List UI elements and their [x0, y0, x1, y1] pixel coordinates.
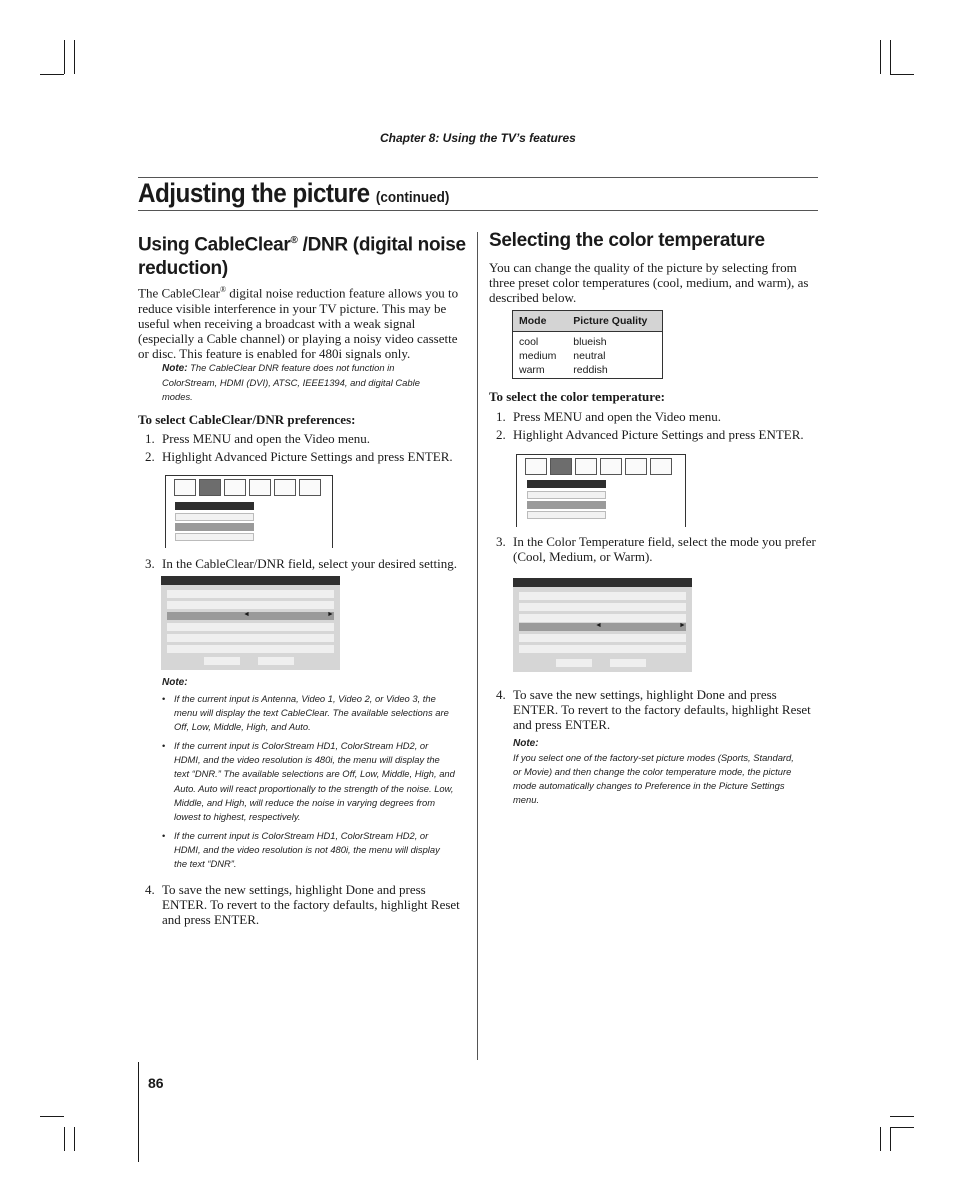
- color-temp-steps-1-2: [489, 409, 819, 442]
- section-heading-color-temperature: Selecting the color temperature: [489, 230, 765, 251]
- step-item: 1. Press MENU and open the Video menu.: [496, 409, 722, 424]
- column-divider: [477, 232, 478, 1060]
- input-icon: [525, 458, 547, 475]
- menu-row: [167, 634, 334, 642]
- left-arrow-icon: ◄: [243, 611, 250, 618]
- menu-row: [527, 511, 606, 519]
- color-temp-step-4: [489, 687, 813, 733]
- column-header: Picture Quality: [567, 311, 662, 332]
- menu-row: [175, 533, 254, 541]
- crop-mark: [64, 40, 65, 74]
- menu-icon-bar: [166, 476, 332, 498]
- page-title-main: Adjusting the picture: [138, 178, 370, 208]
- page-title-continued: (continued): [375, 189, 450, 206]
- menu-row-highlighted: [175, 523, 254, 531]
- page-number-rule: [138, 1062, 139, 1162]
- crop-mark: [40, 1116, 64, 1117]
- done-button[interactable]: [204, 657, 240, 665]
- step-item: 2. Highlight Advanced Picture Settings and press ENTER.: [145, 449, 453, 465]
- menu-row: [527, 491, 606, 499]
- menu-row: [167, 590, 334, 598]
- menu-header-bar: [175, 502, 254, 510]
- menu-icon-bar: [517, 455, 685, 477]
- step-item: 3. In the CableClear/DNR field, select your desired setting.: [145, 556, 457, 571]
- menu-row-highlighted: [519, 623, 686, 631]
- page-title: [138, 178, 449, 209]
- setup-icon: [249, 479, 271, 496]
- picture-quality-table: [512, 310, 663, 379]
- step-item: 4. To save the new settings, highlight Done and press ENTER. To revert to the factory defaults, highlight Reset and press ENTER.: [145, 882, 460, 928]
- lock-icon: [274, 479, 296, 496]
- crop-mark: [880, 40, 881, 74]
- menu-row: [519, 603, 686, 611]
- menu-row: [519, 645, 686, 653]
- cableclear-steps-1-2: [138, 431, 468, 464]
- dnr-note-label: Note:: [162, 677, 188, 688]
- title-rule-bottom: [138, 210, 818, 211]
- table-header-row: [513, 311, 663, 332]
- menu-header-bar: [527, 480, 606, 488]
- crop-mark: [890, 40, 891, 74]
- menu-row: [167, 645, 334, 653]
- menu-row: [167, 623, 334, 631]
- step-item: 4. To save the new settings, highlight Done and press ENTER. To revert to the factory defaults, highlight Reset and press ENTER.: [496, 687, 811, 733]
- video-icon: [550, 458, 572, 475]
- menu-row: [519, 634, 686, 642]
- done-button[interactable]: [556, 659, 592, 667]
- dnr-note-list: [161, 692, 455, 876]
- column-header: Mode: [513, 311, 568, 332]
- input-icon: [174, 479, 196, 496]
- audio-icon: [575, 458, 597, 475]
- applications-icon: [650, 458, 672, 475]
- setup-icon: [600, 458, 622, 475]
- color-temp-note-label: Note:: [513, 738, 539, 749]
- lock-icon: [625, 458, 647, 475]
- crop-mark: [890, 1127, 914, 1128]
- list-item: • If the current input is Antenna, Video 1, Video 2, or Video 3, the menu will display the text CableClear. The available selections are Off, Low, Middle, High, and Auto.: [161, 692, 455, 734]
- menu-row-highlighted: [167, 612, 334, 620]
- crop-mark: [40, 74, 64, 75]
- menu-row: [519, 614, 686, 622]
- menu-row: [519, 592, 686, 600]
- table-row: medium neutral: [519, 350, 606, 362]
- color-temp-subheading: To select the color temperature:: [489, 389, 665, 404]
- menu-header-bar: [161, 576, 340, 585]
- table-row: warm reddish: [519, 364, 608, 376]
- page-number: 86: [148, 1075, 164, 1091]
- advanced-settings-screenshot: [513, 578, 692, 672]
- menu-row: [175, 513, 254, 521]
- cableclear-step-3: [138, 556, 468, 571]
- video-menu-screenshot: [516, 454, 686, 527]
- cableclear-note: Note: The CableClear DNR feature does not function in ColorStream, HDMI (DVI), ATSC, IEEE1394, and digital Cable modes.: [162, 362, 420, 403]
- color-temp-intro: You can change the quality of the picture by selecting from three preset color temperatures (cool, medium, and warm), as described below.: [489, 260, 809, 306]
- crop-mark: [890, 74, 914, 75]
- crop-mark: [64, 1127, 65, 1151]
- menu-header-bar: [513, 578, 692, 587]
- audio-icon: [224, 479, 246, 496]
- crop-mark: [74, 40, 75, 74]
- left-arrow-icon: ◄: [595, 622, 602, 629]
- video-menu-screenshot: [165, 475, 333, 548]
- advanced-settings-screenshot: [161, 576, 340, 670]
- crop-mark: [890, 1116, 914, 1117]
- menu-row-highlighted: [527, 501, 606, 509]
- note-label: Note:: [162, 363, 188, 374]
- step-item: 2. Highlight Advanced Picture Settings and press ENTER.: [496, 427, 804, 443]
- crop-mark: [880, 1127, 881, 1151]
- applications-icon: [299, 479, 321, 496]
- video-icon: [199, 479, 221, 496]
- list-item: • If the current input is ColorStream HD1, ColorStream HD2, or HDMI, and the video resolution is 480i, the menu will display the text “DNR.” The available selections are Off, Low, Middle, High, and Auto. Auto will react proportionally to the strength of the noise. Low, Middle, and High, will reduce the noise in varying degrees from lowest to highest, respectively.: [161, 739, 455, 824]
- color-temp-note: If you select one of the factory-set picture modes (Sports, Standard, or Movie) and then change the color temperature mode, the picture mode automatically changes to Preference in the Picture Settings menu.: [513, 752, 794, 806]
- cableclear-intro: The CableClear® digital noise reduction feature allows you to reduce visible interference in your TV picture. This may be useful when receiving a broadcast with a weak signal (especially a Cable channel) or playing a noisy video cassette or disc. This feature is enabled for 480i signals only.: [138, 285, 459, 362]
- section-heading-cableclear: Using CableClear® /DNR (digital noise reduction): [138, 234, 466, 280]
- color-temp-step-3: [489, 534, 819, 564]
- reset-button[interactable]: [258, 657, 294, 665]
- table-row: cool blueish: [519, 336, 607, 348]
- step-item: 3. In the Color Temperature field, select the mode you prefer (Cool, Medium, or Warm).: [496, 534, 816, 565]
- cableclear-step-4: [138, 882, 462, 928]
- crop-mark: [74, 1127, 75, 1151]
- menu-row: [167, 601, 334, 609]
- chapter-header: Chapter 8: Using the TV’s features: [380, 131, 576, 145]
- right-arrow-icon: ►: [327, 611, 334, 618]
- step-item: 1. Press MENU and open the Video menu.: [145, 431, 371, 446]
- list-item: • If the current input is ColorStream HD1, ColorStream HD2, or HDMI, and the video resolution is not 480i, the menu will display the text “DNR”.: [161, 829, 455, 871]
- cableclear-subheading: To select CableClear/DNR preferences:: [138, 412, 356, 427]
- crop-mark: [890, 1127, 891, 1151]
- reset-button[interactable]: [610, 659, 646, 667]
- right-arrow-icon: ►: [679, 622, 686, 629]
